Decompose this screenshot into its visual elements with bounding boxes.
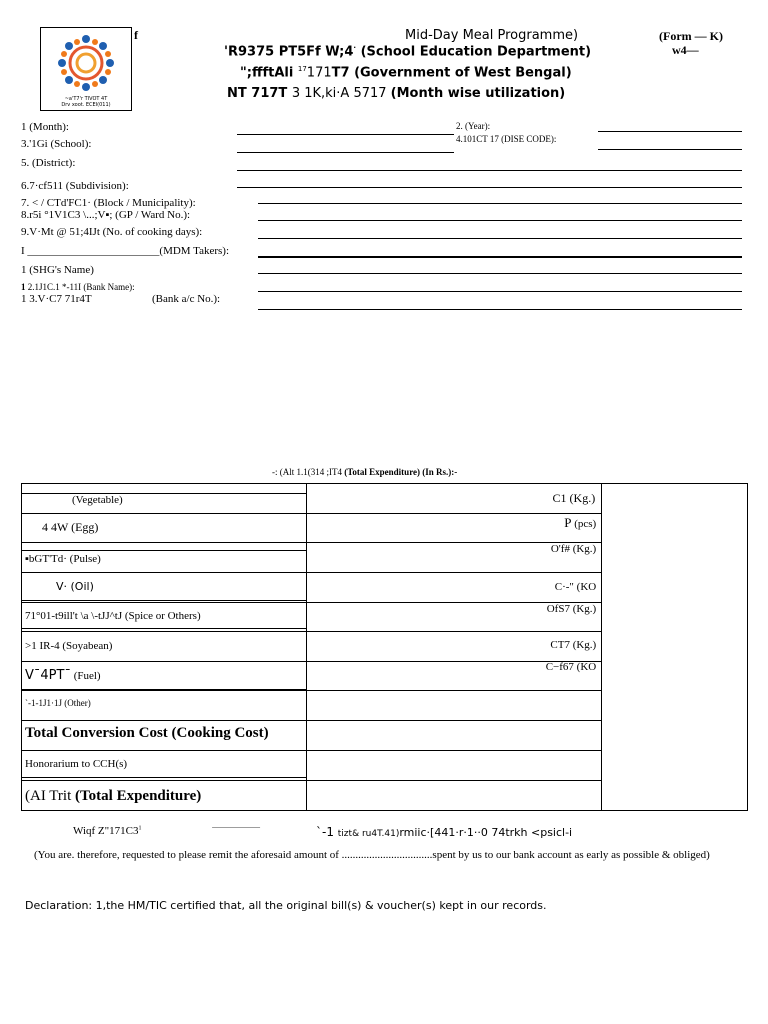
unit-cell (306, 543, 602, 573)
amount-in-words-dots[interactable]: ................................................ (212, 824, 260, 830)
mdm-takers-label: I ________________________(MDM Takers): (21, 245, 230, 257)
title-department-text: (School Education Department) (356, 44, 592, 60)
amount-in-words-label (73, 825, 141, 837)
cooking-days-field[interactable] (258, 238, 742, 239)
unit-label-egg (307, 515, 602, 531)
unit-cell (306, 632, 602, 662)
amount-in-words-tail-3: rmiic·[441·r·1··0 74trkh <psicl-i (399, 826, 573, 839)
form-sub-label: w4— (672, 43, 699, 57)
school-field[interactable] (237, 152, 454, 153)
item-label-fuel (25, 668, 101, 683)
title-department-sup: · (353, 44, 357, 52)
title-department-prefix: 'R9375 PT5Ff W;4 (224, 44, 354, 60)
total-label-prefix: (AI Trit (25, 788, 76, 804)
amount-in-words-sup: 1 (138, 825, 142, 832)
item-label-vegetable: (Vegetable) (72, 494, 123, 506)
subdivision-field[interactable] (237, 187, 742, 188)
item-cell-soyabean (22, 632, 307, 662)
declaration-text: Declaration: 1,the HM/TIC certified that, all the original bill(s) & voucher(s) kept in our records. (25, 899, 547, 912)
title-month-wise-text: (Month wise utilization) (390, 86, 566, 101)
expenditure-caption-prefix: -: (Alt 1.1(314 ;IT4 (272, 467, 345, 477)
unit-label-fuel: C−f67 (KO (545, 661, 597, 673)
honorarium-cell (22, 751, 307, 781)
month-field[interactable] (237, 134, 454, 135)
expenditure-caption-bold: (Total Expenditure) (In Rs.):- (344, 467, 458, 477)
district-field[interactable] (237, 170, 742, 171)
bank-name-text: 2.1J1C.1 *-11I (Bank Name): (25, 282, 135, 292)
bank-ac-field[interactable] (258, 309, 742, 310)
item-cell-egg (22, 514, 307, 543)
unit-cell (306, 484, 602, 514)
item-cell-pulse (22, 543, 307, 573)
title-government-mid: 171 (306, 65, 332, 81)
item-label-spice: 71°01-t9ill't \a \-tJJ^tJ (Spice or Others) (25, 610, 201, 622)
shg-field[interactable] (258, 273, 742, 274)
total-cell (22, 781, 307, 811)
expenditure-table (21, 483, 748, 811)
item-label-oil: V· (Oil) (56, 580, 94, 593)
amount-column[interactable] (602, 484, 748, 811)
item-cell-fuel (22, 662, 307, 691)
expenditure-caption (272, 467, 457, 477)
block-field[interactable] (258, 203, 742, 204)
unit-cell (306, 603, 602, 632)
gp-field[interactable] (258, 220, 742, 221)
district-label: 5. (District): (21, 157, 76, 169)
item-label-fuel-letters: V¯4PT¯ (25, 668, 71, 683)
unit-cell (306, 691, 602, 721)
block-label: 7. < / CTd'FC1· (Block / Municipality): (21, 197, 196, 209)
mdm-logo-emblem-icon (41, 28, 131, 98)
title-government-text: T7 (Government of West Bengal) (331, 65, 572, 81)
bank-name-label (21, 282, 135, 292)
conversion-cost-value[interactable] (306, 721, 602, 751)
amount-in-words-text: Wiqf Z"171C3 (73, 825, 139, 837)
unit-cell (306, 573, 602, 603)
logo-caption-line2: Drv xoot. ECEI(011) (61, 102, 111, 108)
month-label: 1 (Month): (21, 121, 69, 133)
total-label (25, 788, 306, 805)
total-value[interactable] (306, 781, 602, 811)
bank-name-num: 1 (21, 282, 26, 292)
cooking-days-label: 9.V·Mt @ 51;4IJt (No. of cooking days): (21, 226, 203, 238)
unit-cell (306, 514, 602, 543)
mdm-takers-field[interactable] (258, 256, 742, 258)
table-row (22, 484, 748, 514)
dise-code-field[interactable] (598, 149, 742, 150)
unit-cell (306, 662, 602, 691)
remit-request-text: (You are. therefore, requested to please remit the aforesaid amount of .................................spent by us to our bank account as early as possible & obliged) (34, 849, 710, 861)
logo-caption (43, 96, 129, 108)
conversion-cost-cell (22, 721, 307, 751)
title-month-wise (227, 86, 565, 101)
unit-label-pulse: O'f# (Kg.) (550, 543, 597, 555)
unit-label-egg-letter: P (564, 515, 572, 530)
item-cell-spice (22, 603, 307, 632)
title-programme: Mid-Day Meal Programme) (405, 28, 579, 43)
bank-name-field[interactable] (258, 291, 742, 292)
item-label-pulse: ▪bGT'Td· (Pulse) (25, 553, 101, 565)
logo-letter: f (134, 28, 138, 42)
item-cell-vegetable (22, 484, 307, 514)
shg-label: 1 (SHG's Name) (21, 264, 94, 276)
title-department (224, 44, 591, 59)
honorarium-value[interactable] (306, 751, 602, 781)
item-cell-other (22, 691, 307, 721)
item-label-other: `-1-1J1·1J (Other) (25, 698, 91, 708)
amount-in-words-tail-1: `-1 (316, 825, 338, 839)
title-month-wise-mid: 3 1K,ki·A 5717 (291, 86, 391, 101)
gp-label: 8.r5i °1V1C3 \...;V▪; (GP / Ward No.): (21, 209, 191, 221)
item-label-soyabean: >1 IR-4 (Soyabean) (25, 640, 113, 652)
bank-ac-label: (Bank a/c No.): (152, 293, 221, 305)
amount-in-words-tail-2: tizt& ru4T.41) (337, 829, 400, 839)
mdm-logo (40, 27, 132, 111)
logo-caption-line1: ~a'T7'r TIVOT 4T (64, 96, 108, 102)
item-cell-oil (22, 573, 307, 603)
subdivision-label: 6.7·cf511 (Subdivision): (21, 180, 129, 192)
unit-label-egg-text: (pcs) (571, 518, 597, 530)
title-government-prefix: ";ffftAli (240, 65, 298, 81)
item-label-egg: 4 4W (Egg) (42, 520, 99, 534)
title-government (240, 65, 572, 80)
dise-code-label: 4.101CT 17 (DISE CODE): (456, 134, 557, 144)
unit-label-spice: OfS7 (Kg.) (546, 603, 597, 615)
amount-in-words-tail (316, 825, 572, 839)
form-label: (Form — K) (659, 29, 723, 43)
item-label-fuel-text: (Fuel) (70, 670, 101, 682)
bank-ac-prefix: 1 3.V·C7 71r4T (21, 293, 92, 305)
total-label-bold: (Total Expenditure) (75, 788, 202, 804)
unit-label-soyabean: CT7 (Kg.) (550, 639, 597, 651)
unit-label-vegetable: C1 (Kg.) (552, 491, 596, 505)
year-field[interactable] (598, 131, 742, 132)
title-month-wise-prefix: NT 717T (227, 86, 292, 101)
school-label: 3.'1Gi (School): (21, 138, 92, 150)
year-label: 2. (Year): (456, 121, 491, 131)
honorarium-label: Honorarium to CCH(s) (25, 758, 128, 770)
unit-label-oil: C·-" (KO (554, 581, 597, 593)
conversion-cost-label: Total Conversion Cost (Cooking Cost) (25, 725, 269, 741)
title-government-sup: 17 (297, 65, 307, 73)
